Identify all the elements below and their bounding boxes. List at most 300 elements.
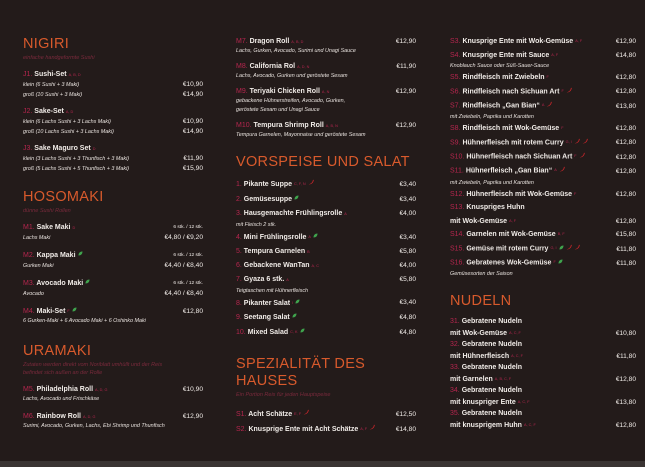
item-number: M9. [236,88,248,95]
item-price: €12,80 [615,125,636,133]
leaf-icon [313,230,318,244]
menu-item-name [23,385,178,395]
chili-icon [559,164,565,178]
menu-item-name [236,121,391,131]
item-name: Hühnerfleisch mit rotem Curry [462,139,564,147]
menu-item-header [236,296,416,311]
allergen-codes: D [92,147,96,151]
item-description: Knoblauch Sauce oder Süß-Sauer-Sauce [450,63,550,70]
menu-item [450,99,636,122]
menu-item-header [236,325,416,340]
menu-item-name [450,362,611,385]
menu-item-header [450,256,636,270]
item-price: €3,40 [399,233,416,241]
item-number: 34. [450,387,460,395]
menu-item-header [450,188,636,202]
menu-item-header [450,35,636,49]
allergen-codes: A [308,234,311,239]
item-name: California Rol [249,63,296,70]
menu-item-header [23,385,203,395]
item-name: Pikante Suppe [243,180,293,188]
allergen-codes: B [307,249,310,254]
menu-item-name [236,207,394,221]
menu-item [236,230,416,245]
menu-item-header [450,99,636,113]
menu-item [450,316,636,339]
price-row [23,233,203,243]
menu-item [23,306,203,326]
menu-item-header [23,250,203,261]
item-price: €4,00 [399,261,416,269]
allergen-codes: A, B, D [68,73,81,77]
item-name: Mini Frühlingsrolle [243,233,307,241]
item-description: 6 Gurken-Maki + 6 Avocado Maki + 6 Oshinko Maki [23,317,146,324]
menu-item [450,385,636,408]
allergen-codes: C, K [290,330,298,335]
item-price: €12,90 [395,122,416,129]
item-price: €12,90 [182,412,203,420]
variant-description: groß (10 Sushi + 3 Maki) [23,92,83,98]
item-name: Knusprige Ente mit Acht Schätze [248,425,359,433]
variant-description: klein (3 Lachs Sushi + 3 Thunfisch + 3 Maki) [23,156,130,162]
menu-item [23,278,203,299]
menu-item [450,339,636,362]
menu-item-header [450,385,636,408]
allergen-codes: A, F [575,39,583,43]
menu-item-name [236,37,391,47]
item-price: €12,80 [615,139,636,147]
item-name: Garnelen mit Wok-Gemüse [466,231,556,239]
item-price: €4,80 [399,329,416,337]
item-price: €3,40 [399,299,416,307]
variant-price: €4,80 / €9,20 [164,234,203,241]
menu-item [236,207,416,230]
item-number: S8. [450,125,461,133]
menu-item-header [450,339,636,362]
item-name: Rindfleisch nach Sichuan Art [462,88,560,96]
item-price: €12,80 [615,375,636,383]
leaf-icon [72,306,77,316]
allergen-codes: A, D, G [82,414,96,419]
leaf-icon [295,296,300,310]
menu-item-name [23,70,203,80]
menu-item [236,37,416,56]
section-subtitle: einfache handgeformte Sushi [23,55,95,61]
portion-size: 6 stk. / 12 stk. [173,280,203,286]
allergen-codes: A, F [551,52,559,57]
item-description: Tempura Garnelen, Mayonnaise und geröstete Sesam [236,132,366,138]
item-number: 33. [450,364,460,372]
menu-item-name [450,256,611,270]
item-number: 4. [236,233,242,241]
menu-item [23,107,203,137]
item-number: S16. [450,259,465,267]
menu-item-name [450,150,611,164]
menu-item [450,201,636,228]
menu-item-name [236,296,394,311]
item-price: €3,40 [399,195,416,203]
item-name: Avocado Maki [36,279,84,287]
menu-item-name [450,49,611,63]
item-description: gebackene Hühnerstreifen, Avocado, Gurken, geröstete Sesam und Unagi Sauce [236,98,346,113]
allergen-codes: A [541,103,545,108]
leaf-icon [292,310,297,324]
allergen-codes: A, F [360,426,368,431]
menu-item [450,71,636,85]
item-price: €12,80 [615,74,636,82]
item-name: Rindfleisch mit Zwiebeln [462,74,545,82]
variant-description: klein (6 Lachs Sushi + 3 Lachs Maki) [23,119,111,125]
menu-item-name [23,306,178,317]
item-description: Lachs, Avocado und Frischkäse [23,395,100,402]
item-number: M10. [236,122,252,129]
item-number: M2. [23,251,35,259]
section-uramaki-continued [236,37,416,146]
menu-item-name [236,245,394,259]
allergen-codes: F [574,154,577,159]
menu-item-name [236,422,391,437]
leaf-icon [78,250,83,260]
item-number: 9. [236,314,242,322]
item-name: Pikanter Salat [243,299,291,307]
item-price: €14,80 [615,51,636,59]
chili-icon [579,150,585,164]
item-number: S6. [450,88,461,96]
variant-price: €14,90 [182,128,203,135]
menu-item [23,223,203,243]
variant-description: Lachs Maki [23,235,51,241]
menu-item-name [23,412,178,422]
variant-description: Avocado [23,290,44,297]
item-description: mit Zwiebeln, Paprika und Karotten [450,114,534,121]
leaf-icon [558,256,563,270]
menu-item [450,242,636,256]
menu-item [450,49,636,72]
allergen-codes: F [546,75,549,80]
menu-item-name [450,85,611,99]
menu-item-name [450,136,611,150]
item-name: Acht Schätze [248,410,293,418]
menu-item [236,245,416,259]
chili-icon [308,177,314,191]
item-number: 5. [236,247,242,255]
menu-item [450,408,636,431]
menu-item-header [23,306,203,317]
item-number: S3. [450,38,461,45]
menu-item-name [23,223,168,233]
menu-item [23,70,203,100]
item-number: 6. [236,261,242,269]
item-description: mit Fleisch 2 stk. [236,221,277,228]
menu-item-name [236,407,391,422]
menu-item-header [236,273,416,287]
menu-item [236,87,416,115]
menu-item-name [236,192,394,207]
price-row [23,289,203,299]
menu-item [450,136,636,150]
chili-icon [546,99,552,113]
item-description: Surimi, Avocado, Gurken, Lachs, Ebi Shrimp und Thunfisch [23,422,165,429]
item-number: 2. [236,195,242,203]
allergen-codes: A, C, F [511,353,523,358]
item-number: 3. [236,209,242,217]
section-title: NUDELN [450,293,512,310]
menu-item-header [23,70,203,80]
menu-item [236,121,416,140]
item-name: Gemüsesuppe [243,195,293,203]
allergen-codes: D [72,226,76,230]
item-name: Dragon Roll [249,38,290,45]
allergen-codes: A [286,277,289,282]
price-row [23,154,203,164]
item-number: M8. [236,63,248,70]
section-subtitle: Ein Portion Reis für jeden Hauptspeise [236,392,331,399]
menu-item [450,164,636,187]
item-number: 10. [236,329,246,337]
allergen-codes: C, F, N [294,182,306,186]
allergen-codes: A, C [311,263,319,268]
allergen-codes: E, F [294,412,302,417]
menu-item [236,422,416,437]
menu-item-name [450,408,611,431]
item-price: €12,90 [395,88,416,95]
menu-item [450,362,636,385]
item-name: Rainbow Roll [36,412,81,420]
item-price: €13,80 [615,102,636,110]
item-price: €5,80 [399,275,416,283]
item-price: €11,80 [616,259,636,267]
item-name: Sake Maguro Set [34,145,91,152]
item-number: M7. [236,38,248,45]
menu-item [23,385,203,404]
menu-item-header [236,407,416,422]
section-subtitle: Zutaten werden direkt vom Noriblatt umhüllt und der Reis befindet sich außen an der Rolle [23,361,163,376]
item-description: Gemüsesorten der Saison [450,271,513,278]
item-number: M3. [23,279,35,287]
allergen-codes: F [561,88,564,93]
variant-price: €10,90 [182,81,203,88]
price-row [23,90,203,100]
item-name: Hühnerfleisch mit Wok-Gemüse [466,190,573,198]
chili-icon [566,242,572,256]
menu-item-name [450,122,611,136]
section-haupt-specials [450,35,636,279]
item-price: €12,80 [615,167,636,175]
allergen-codes: A, F [509,218,517,223]
menu-item [236,177,416,192]
item-price: €12,80 [615,217,636,225]
menu-item-header [236,177,416,192]
item-name: Rindfleisch mit Wok-Gemüse [462,125,560,133]
item-name: Teriyaki Chicken Roll [249,88,320,95]
allergen-codes: F [561,126,564,131]
item-number: M6. [23,412,35,420]
section-subtitle: dünne Sushi Rollen [23,208,71,214]
menu-item-header [236,230,416,245]
menu-item-name [236,325,394,340]
menu-item-header [236,310,416,325]
item-price: €11,80 [616,245,636,253]
item-name: Hühnerfleisch nach Sichuan Art [466,153,573,161]
section-title: NIGIRI [23,36,70,52]
variant-price: €15,90 [182,165,203,172]
item-number: 31. [450,318,460,326]
menu-item-name [236,177,394,192]
menu-item-name [450,164,611,178]
item-price: €11,80 [616,352,636,360]
menu-item-header [236,245,416,259]
item-name: Gebratene Nudeln mit Hühnerfleisch [450,341,522,360]
price-row [23,261,203,271]
item-name: Tempura Garnelen [243,247,306,255]
menu-item [450,188,636,202]
section-uramaki [23,343,203,439]
allergen-codes: A, B, D [291,40,304,44]
menu-item-header [450,362,636,385]
variant-description: klein (6 Sushi + 3 Maki) [23,82,80,88]
section-spezialitaet-des-hauses [236,356,416,437]
item-name: Kappa Maki [36,251,76,259]
variant-price: €4,40 / €8,40 [164,289,203,297]
chili-icon [574,242,580,256]
menu-item [450,122,636,136]
menu-item-header [236,422,416,437]
item-name: Seetang Salat [243,314,290,322]
menu-item-header [23,278,203,289]
item-description: Lachs, Gurken, Avocado, Surimi und Unagi Sauce [236,48,356,54]
item-name: Maki-Set [36,307,66,315]
menu-item [23,144,203,174]
menu-item-name [236,230,394,245]
chili-icon [566,85,572,99]
allergen-codes: A [554,168,557,173]
menu-item-header [450,201,636,228]
item-price: €15,80 [615,231,636,239]
item-price: €11,90 [396,63,416,70]
variant-price: €11,90 [183,155,203,162]
item-number: M4. [23,307,35,315]
item-price: €14,80 [395,425,416,433]
item-number: 1. [236,180,242,188]
menu-item-header [450,316,636,339]
allergen-codes: G, I [565,139,572,144]
item-number: S4. [450,51,461,59]
menu-item-name [23,107,203,117]
item-name: Gebratene Nudeln mit knuspriger Ente [450,387,522,406]
variant-price: €14,90 [182,91,203,98]
menu-item-name [450,316,611,339]
item-number: S1. [236,410,247,418]
menu-item [236,62,416,81]
menu-item-name [450,35,611,49]
item-number: M1. [23,224,35,231]
item-number: S14. [450,231,465,239]
menu-item [236,325,416,340]
menu-item-name [450,188,611,202]
menu-item-name [450,339,611,362]
item-number: S7. [450,102,461,110]
menu-item [450,228,636,242]
item-price: €12,80 [615,421,636,429]
menu-item-name [450,71,611,85]
menu-item-name [236,310,394,325]
variant-description: groß (10 Lachs Sushi + 3 Lachs Maki) [23,129,114,135]
item-price: €4,80 [399,314,416,322]
portion-size: 6 stk. / 12 stk. [173,225,203,230]
item-description: mit Zwiebeln, Paprika und Karotten [450,179,534,186]
allergen-codes: F [67,308,70,313]
item-name: Gebackene WanTan [243,261,310,269]
menu-item-header [450,228,636,242]
allergen-codes: A, B, N [325,124,338,128]
leaf-icon [300,325,305,339]
allergen-codes: A, D, N [297,65,310,69]
chili-icon [369,422,375,436]
menu-item-header [236,207,416,221]
menu-item [23,412,203,431]
menu-item-header [450,136,636,150]
menu-item [236,407,416,422]
menu-item-header [450,164,636,178]
allergen-codes: B, F [557,232,565,237]
item-number: 8. [236,299,242,307]
item-number: 35. [450,410,460,418]
section-vorspeise-und-salat [236,154,416,340]
menu-item-header [23,223,203,233]
menu-column-left [23,36,203,439]
menu-item-name [236,273,394,287]
item-number: 7. [236,275,242,283]
item-name: Gemüse mit rotem Curry [466,245,549,253]
menu-item-name [236,62,391,72]
portion-size: 6 stk. / 12 stk. [173,252,203,258]
variant-price: €10,90 [182,118,203,125]
allergen-codes: A, N [321,90,330,94]
item-price: €12,80 [615,153,636,161]
item-number: M5. [23,385,35,393]
allergen-codes: A, C, F [517,399,530,404]
section-title: URAMAKI [23,342,92,359]
allergen-codes: A, C, F [509,330,521,335]
item-number: 32. [450,341,460,349]
item-name: Gyaza 6 stk. [243,275,285,283]
leaf-icon [85,278,90,288]
menu-item-header [23,144,203,154]
allergen-codes: I [292,300,294,305]
menu-item-header [236,192,416,207]
menu-item-name [450,385,611,408]
item-number: S9. [450,139,461,147]
menu-item-header [450,408,636,431]
menu-column-right [450,35,636,431]
allergen-codes: F [553,260,556,265]
item-number: J2. [23,108,33,115]
menu-item-header [236,121,416,131]
item-price: €10,80 [615,329,636,337]
chili-icon [582,136,588,150]
menu-item [450,150,636,164]
item-price: €12,80 [615,190,636,198]
menu-item-name [23,250,168,261]
menu-item [236,296,416,311]
menu-item [23,250,203,271]
menu-item-name [23,144,203,154]
item-name: Knusprige Ente mit Sauce [462,51,550,59]
bottom-bar [0,461,645,467]
menu-item [236,259,416,273]
item-name: Knuspriges Huhn mit Wok-Gemüse [450,204,525,225]
menu-item-header [450,242,636,256]
